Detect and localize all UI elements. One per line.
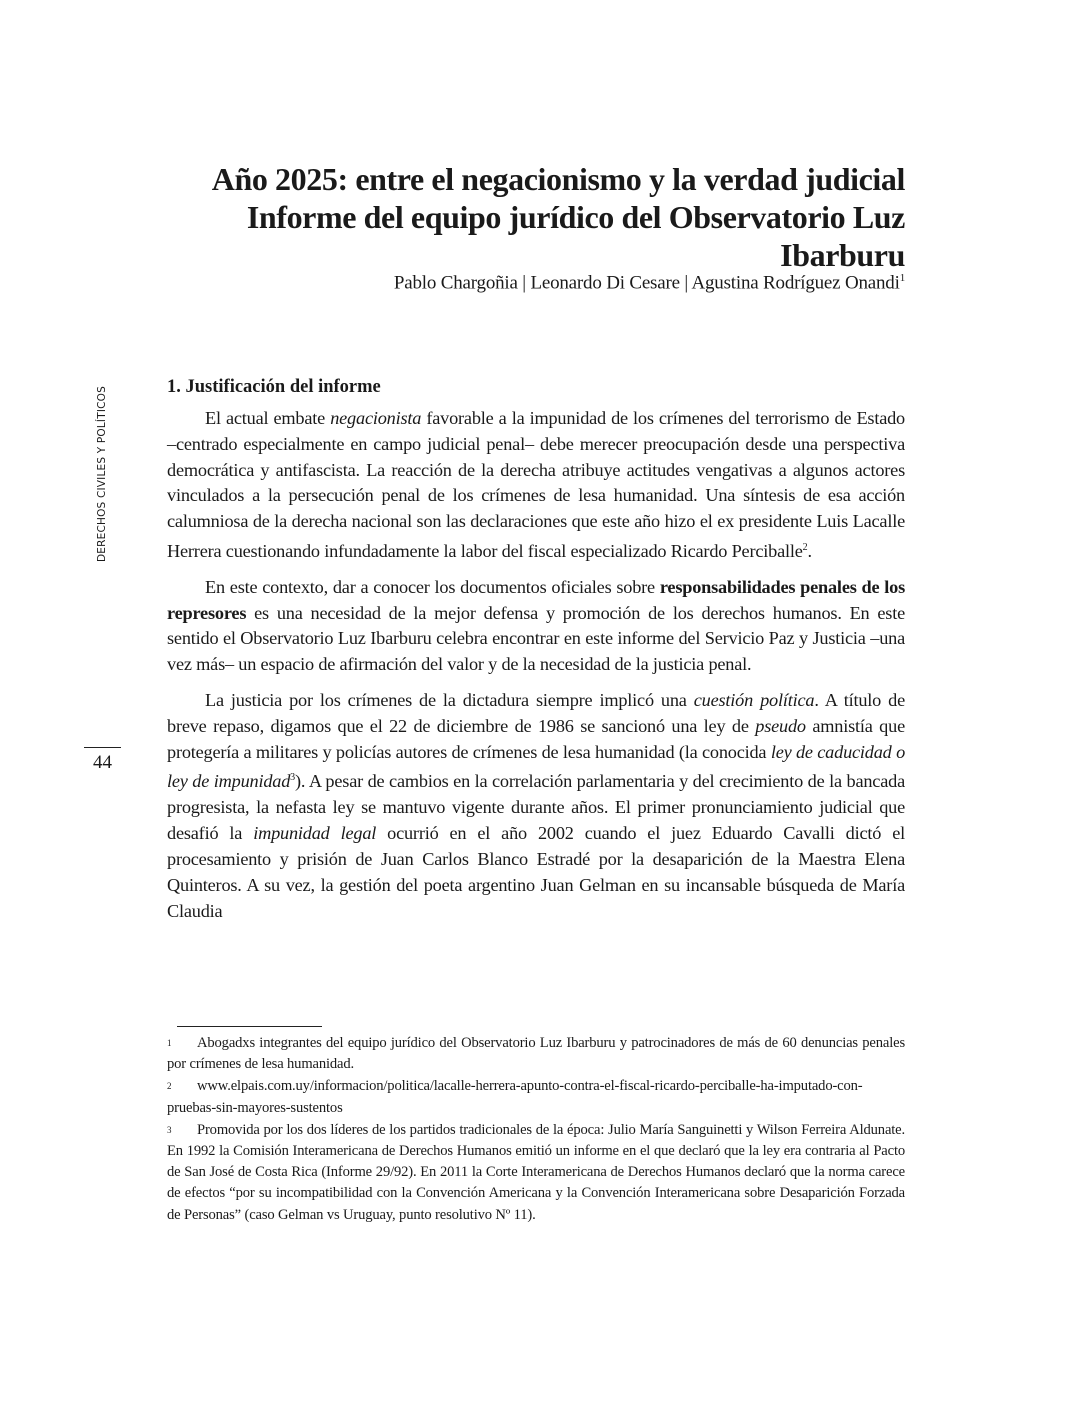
authors — [394, 272, 905, 294]
footnote — [167, 1076, 905, 1118]
footnote-number: 3 — [167, 1124, 172, 1135]
text-segment: responsabilidades penales de los represores — [167, 576, 905, 623]
text-segment: cuestión política — [693, 690, 815, 711]
text-segment: es una necesidad de la mejor defensa y promoción de los derechos humanos. En este sentido el Observatorio Luz Ibarburu celebra encontrar en este informe del Servicio Paz y Justicia –una vez más– un espacio de afirmación del valor y de la necesidad de la justicia penal. — [167, 602, 905, 675]
text-segment: . A título de breve repaso, digamos que el 22 de diciembre de 1986 se sancionó una ley de — [167, 690, 905, 736]
text-segment: ). A pesar de cambios en la correlación parlamentaria y del crecimiento de la bancada progresista, la nefasta ley se mantuvo vigente durante años. El primer pronunciamiento judicial que desafió la — [167, 771, 905, 844]
document-title — [150, 160, 905, 274]
footnote-number: 2 — [167, 1081, 172, 1092]
paragraph — [167, 688, 905, 924]
text-segment: En este contexto, dar a conocer los documentos oficiales sobre — [205, 576, 660, 597]
author-names: Pablo Chargoñia | Leonardo Di Cesare | Agustina Rodríguez Onandi — [393, 272, 900, 294]
footnote-ref: 3 — [290, 772, 295, 784]
section-heading: 1. Justificación del informe — [167, 377, 381, 397]
footnote-ref: 2 — [802, 541, 808, 553]
footnote-text: Promovida por los dos líderes de los partidos tradicionales de la época: Julio María Sanguinetti y Wilson Ferreira Aldunate. En 1992 la Comisión Interamericana de Derechos Humanos emitió un informe en el que declaró que la ley era contraria al Pacto de San José de Costa Rica (Informe 29/92). En 2011 la Corte Interamericana de Derechos Humanos declaró que la norma carece de efectos “por su incompatibilidad con la Convención Americana y la Convención Interamericana sobre Desaparición Forzada de Personas” (caso Gelman vs Uruguay, punto resolutivo Nº 11). — [167, 1121, 905, 1223]
text-segment: negacionista — [330, 408, 422, 428]
footnote — [167, 1033, 905, 1075]
text-segment: favorable a la impunidad de los crímenes del terrorismo de Estado –centrado especialmente en campo judicial penal– debe merecer preocupación desde una perspectiva democrática y antifascista. La reacción de la derecha atribuye actitudes vengativas a algunos actores vinculados a la persecución penal de los crímenes de lesa humanidad. Una síntesis de esa acción calumniosa de la derecha nacional son las declaraciones que este año hizo el ex presidente Luis Lacalle Herrera cuestionando infundadamente la labor del fiscal especializado Ricardo Perciballe — [167, 408, 906, 562]
footnote-text: Abogadxs integrantes del equipo jurídico del Observatorio Luz Ibarburu y patrocinadores de más de 60 denuncias penales por crímenes de lesa humanidad. — [167, 1035, 905, 1073]
text-segment: impunidad legal — [253, 823, 377, 844]
title-line-1: Año 2025: entre el negacionismo y la verdad judicial — [211, 161, 905, 197]
author-footnote-ref: 1 — [899, 272, 905, 284]
paragraph — [167, 575, 905, 678]
title-line-2: Informe del equipo jurídico del Observatorio Luz Ibarburu — [246, 199, 905, 273]
footnotes — [167, 1033, 905, 1227]
footnote — [167, 1120, 905, 1226]
text-segment: La justicia por los crímenes de la dictadura siempre implicó una — [205, 690, 694, 711]
page-number: 44 — [84, 747, 121, 774]
text-segment: El actual embate — [205, 408, 331, 428]
section-side-label: DERECHOS CIVILES Y POLÍTICOS — [96, 385, 108, 562]
footnote-number: 1 — [167, 1038, 172, 1048]
text-segment: amnistía que protegería a militares y policías autores de crímenes de lesa humanidad (la conocida — [167, 715, 905, 762]
text-segment: ley de caducidad o ley de impunidad — [167, 741, 906, 792]
footnote-divider — [177, 1026, 322, 1027]
paragraph — [167, 406, 905, 565]
text-segment: ocurrió en el año 2002 cuando el juez Eduardo Cavalli dictó el procesamiento y prisión de Juan Carlos Blanco Estradé por la desaparición de la Maestra Elena Quinteros. A su vez, la gestión del poeta argentino Juan Gelman en su incansable búsqueda de María Claudia — [167, 823, 905, 921]
main-body — [167, 374, 905, 934]
text-segment: . — [807, 541, 812, 562]
text-segment: pseudo — [755, 715, 806, 736]
footnote-text: www.elpais.com.uy/informacion/politica/lacalle-herrera-apunto-contra-el-fiscal-ricardo-perciballe-ha-imputado-con-pruebas-sin-mayores-sustentos — [167, 1078, 863, 1116]
